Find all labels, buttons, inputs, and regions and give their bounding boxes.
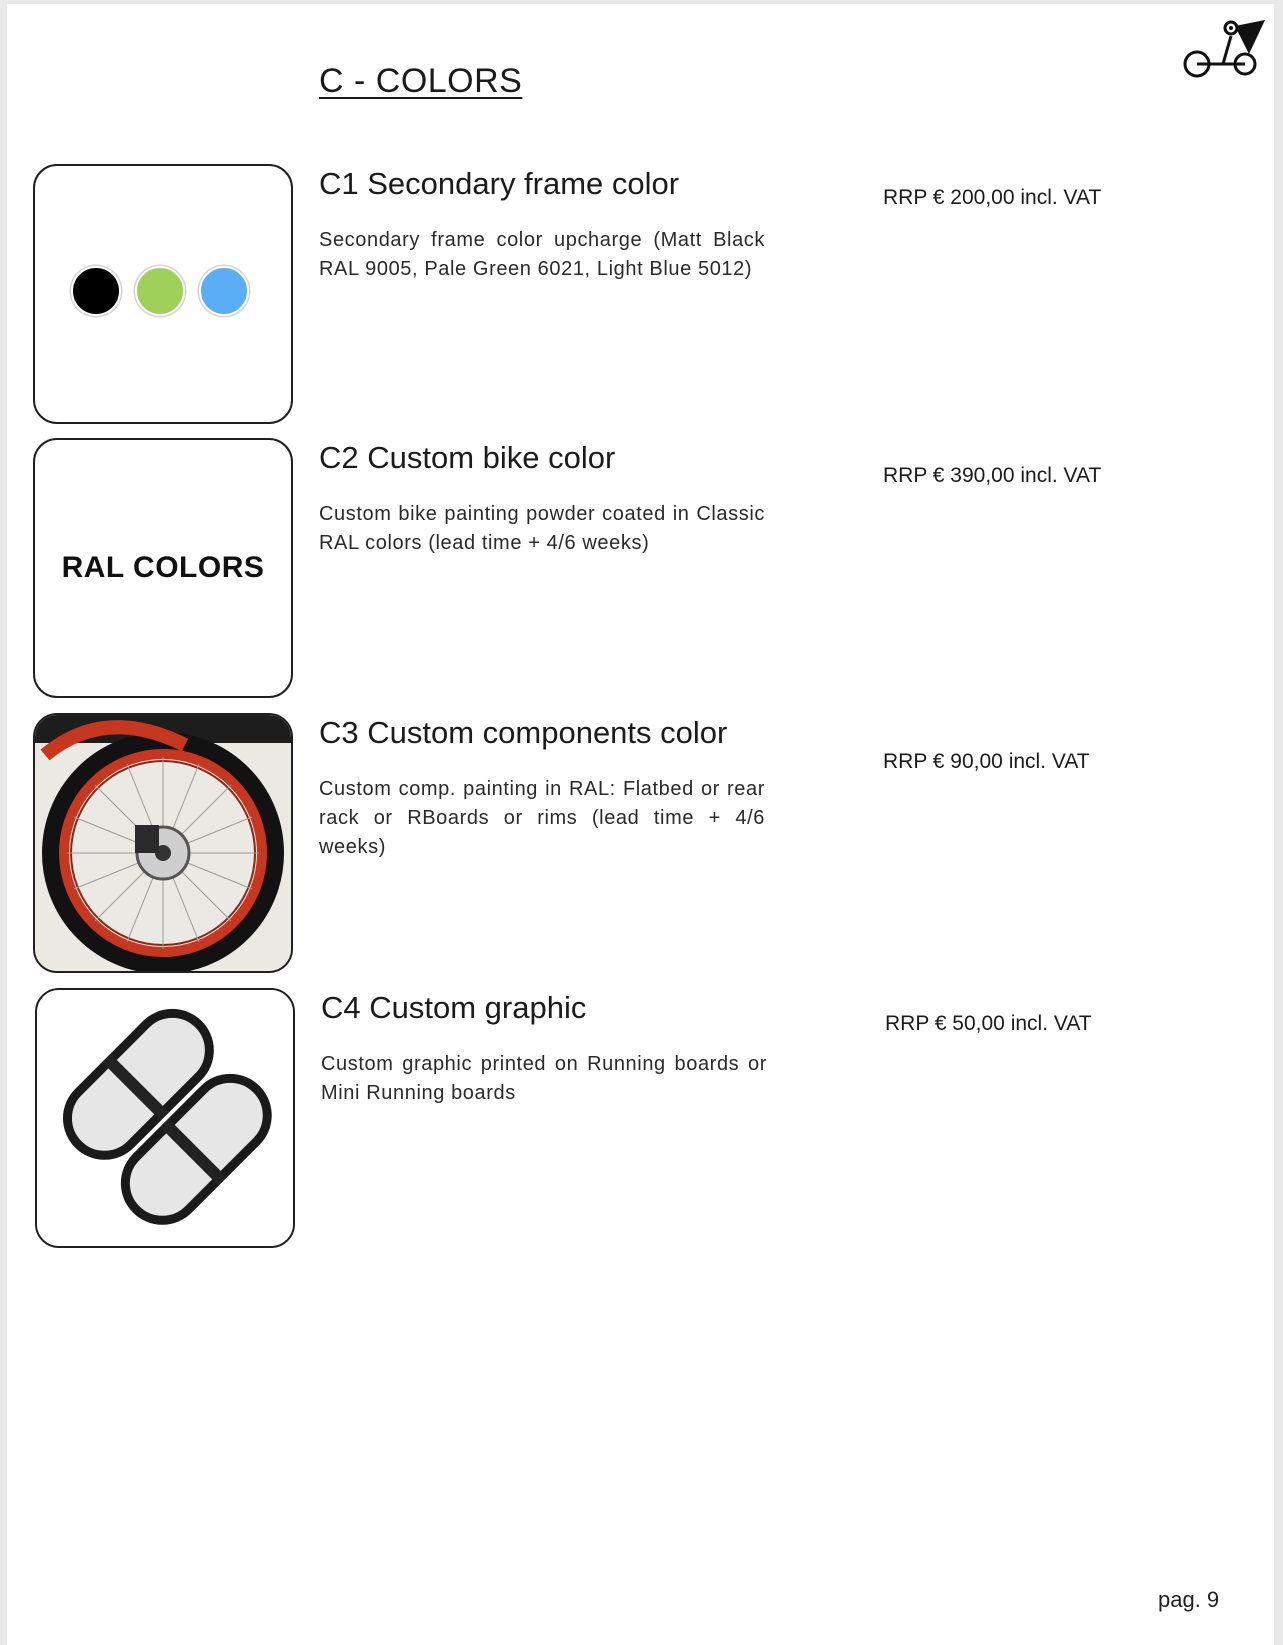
- option-price: RRP € 200,00 incl. VAT: [883, 186, 1102, 209]
- option-item-c4: [7, 988, 1274, 1252]
- option-title: C4 Custom graphic: [321, 990, 587, 1025]
- catalog-page: [7, 4, 1274, 1645]
- pelican-bike-logo-icon: [1179, 14, 1267, 86]
- running-boards-photo: [35, 988, 295, 1248]
- red-wheel-image: [35, 715, 291, 971]
- option-description: Custom graphic printed on Running boards or Mini Running boards: [321, 1053, 767, 1104]
- option-item-c1: [7, 164, 1274, 428]
- page-number: pag. 9: [1158, 1587, 1220, 1612]
- ral-colors-thumbnail: [33, 438, 293, 698]
- ral-colors-label: RAL COLORS: [61, 551, 265, 584]
- running-boards-image: [37, 990, 293, 1246]
- swatch-matt-black: [71, 266, 121, 316]
- option-description: Custom bike painting powder coated in Classic RAL colors (lead time + 4/6 weeks): [319, 503, 765, 554]
- option-price: RRP € 390,00 incl. VAT: [883, 464, 1102, 487]
- option-title: C1 Secondary frame color: [319, 166, 680, 201]
- option-title: C3 Custom components color: [319, 715, 728, 750]
- option-description: Custom comp. painting in RAL: Flatbed or rear rack or RBoards or rims (lead time + 4/6 weeks): [319, 778, 765, 858]
- option-price: RRP € 50,00 incl. VAT: [885, 1012, 1092, 1035]
- color-swatch-thumbnail: [33, 164, 293, 424]
- swatch-pale-green: [135, 266, 185, 316]
- option-title: C2 Custom bike color: [319, 440, 616, 475]
- red-wheel-photo: [33, 713, 293, 973]
- swatch-light-blue: [199, 266, 249, 316]
- option-item-c3: [7, 713, 1274, 977]
- page-title: C - COLORS: [319, 62, 523, 100]
- option-price: RRP € 90,00 incl. VAT: [883, 750, 1090, 773]
- option-item-c2: [7, 438, 1274, 702]
- option-description: Secondary frame color upcharge (Matt Black RAL 9005, Pale Green 6021, Light Blue 5012): [319, 229, 765, 280]
